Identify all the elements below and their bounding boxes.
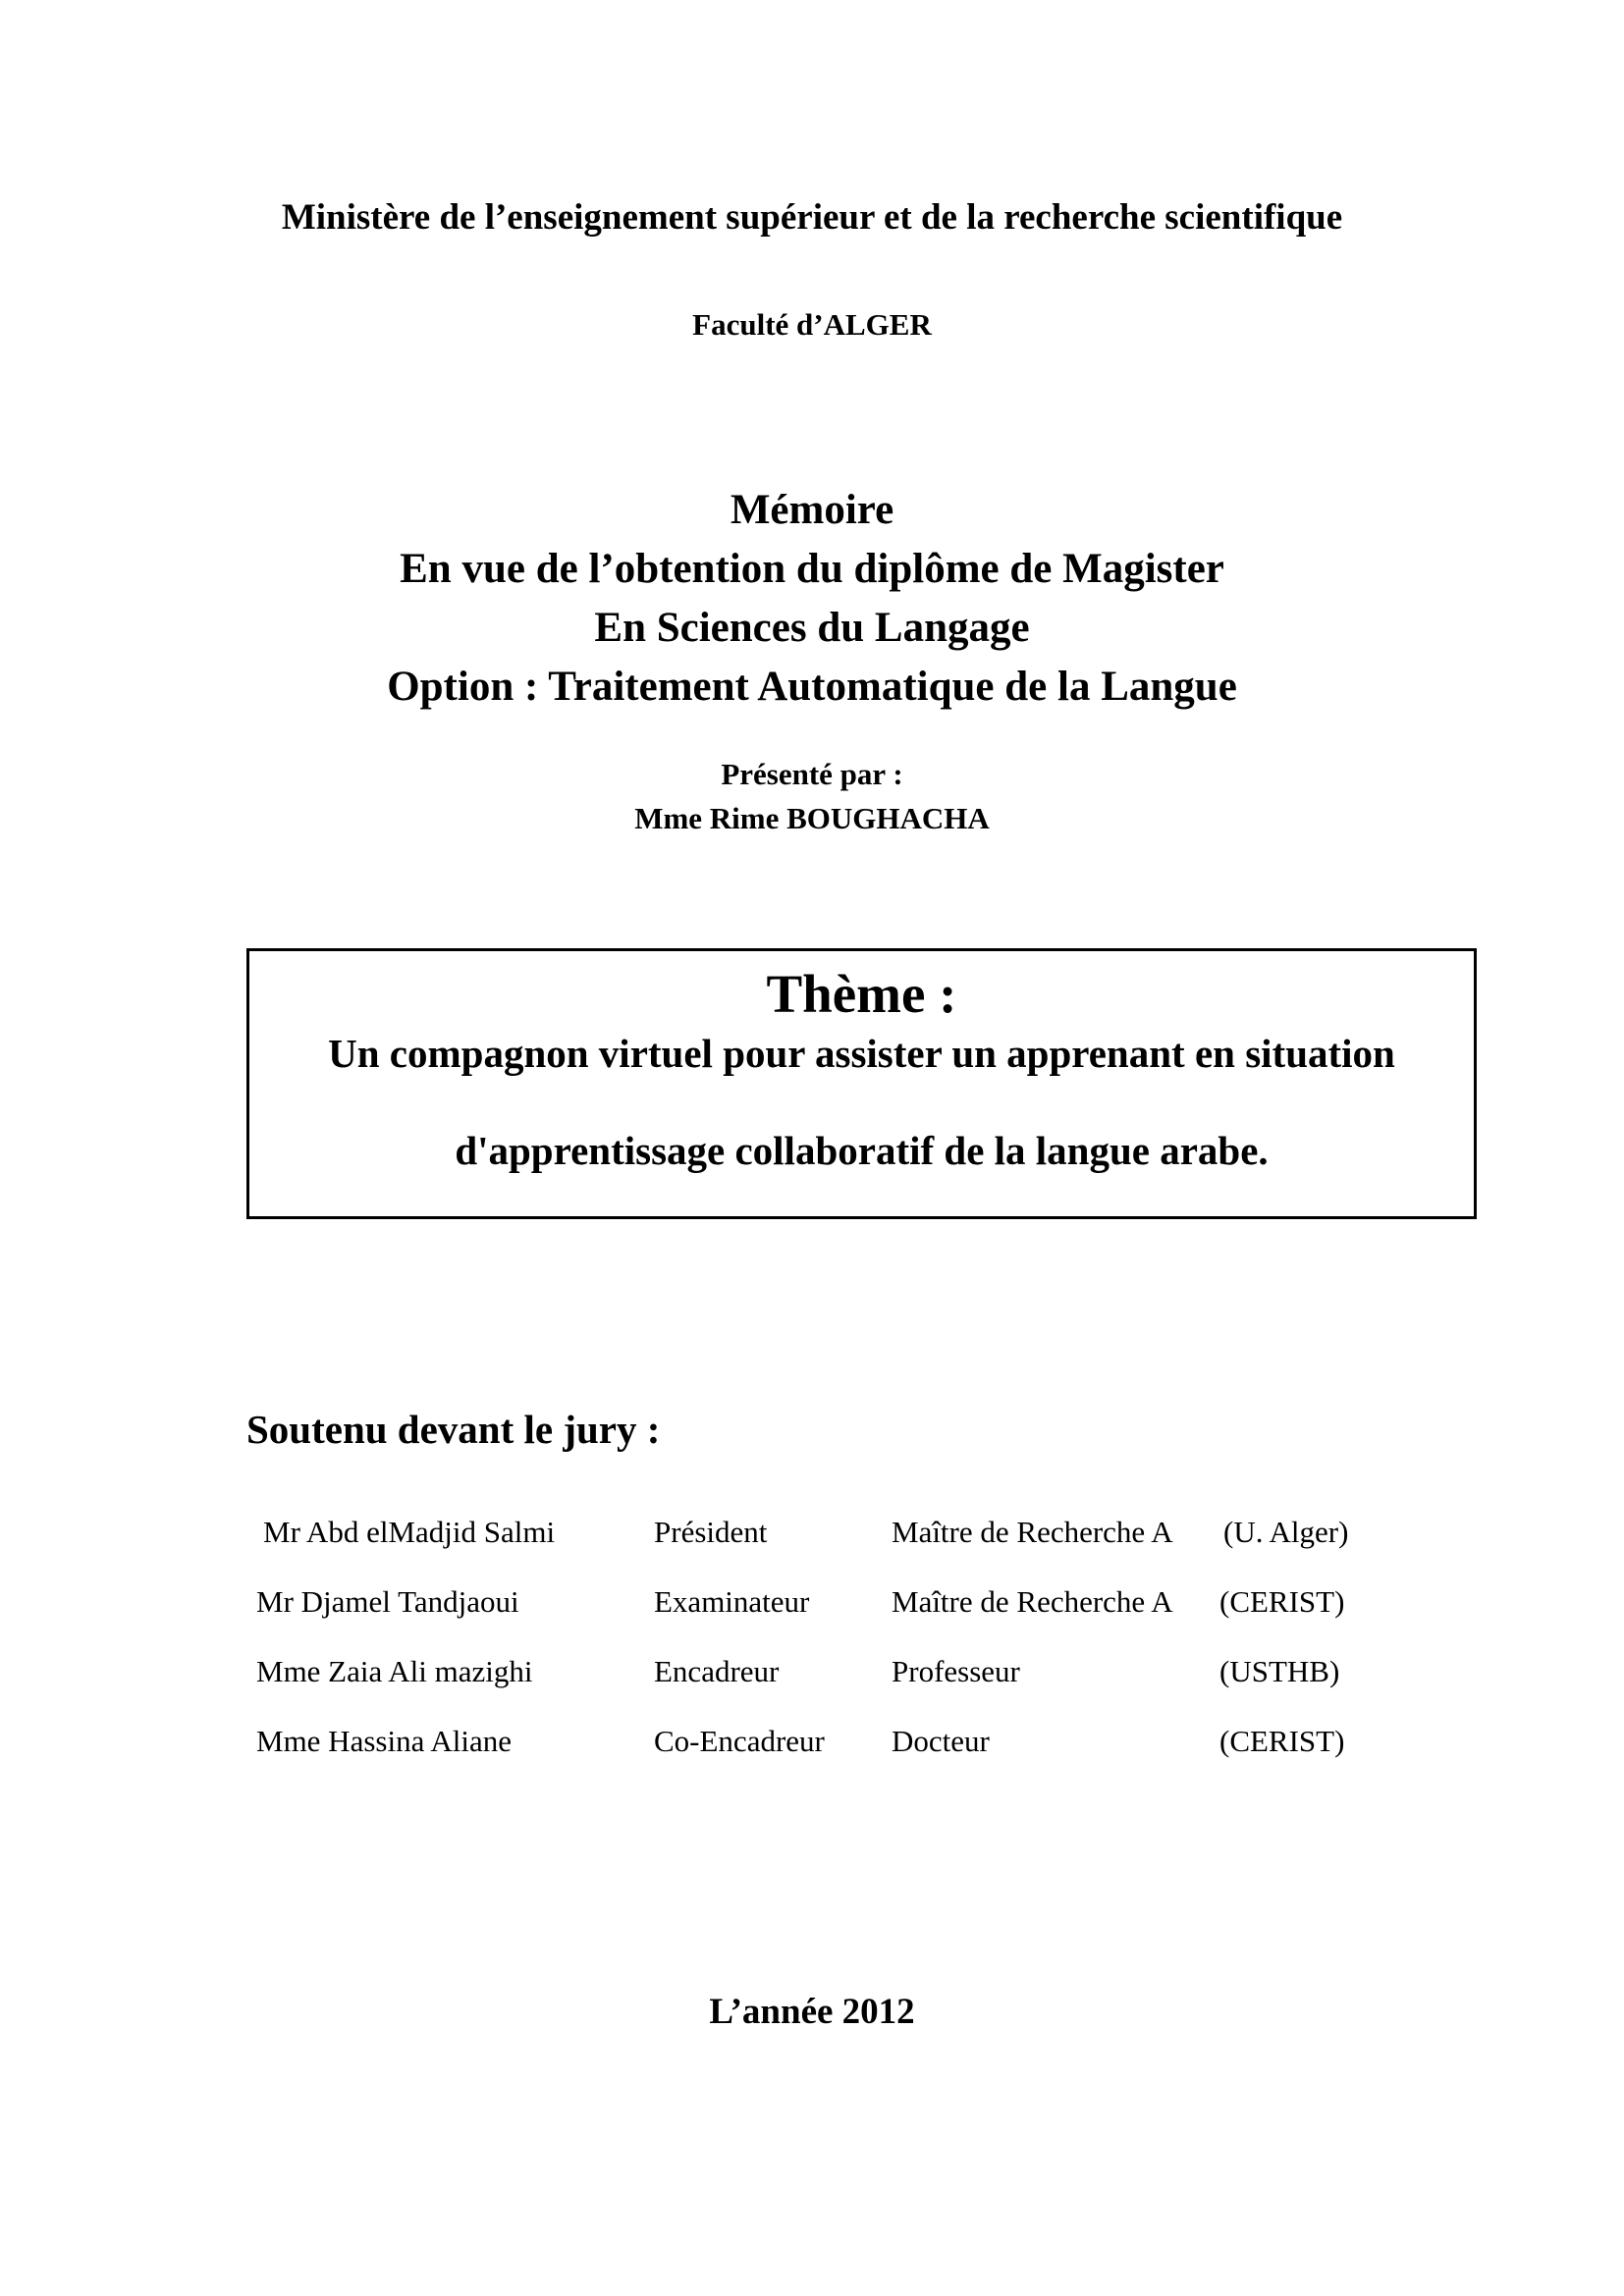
faculty-heading: Faculté d’ALGER [692,307,932,342]
theme-text-line-1: Un compagnon virtuel pour assister un apprenant en situation [328,1031,1395,1076]
jury-member-name: Mr Abd elMadjid Salmi [263,1515,556,1549]
jury-member-institution: (USTHB) [1219,1654,1340,1688]
jury-member-role: Examinateur [654,1584,810,1619]
presented-by-label: Présenté par : [721,757,903,791]
memoire-title: Mémoire [730,487,894,533]
presenter-name: Mme Rime BOUGHACHA [634,801,990,835]
jury-heading: Soutenu devant le jury : [246,1407,661,1452]
jury-row [0,1724,1624,1773]
jury-row [0,1515,1624,1564]
jury-member-name: Mme Hassina Aliane [256,1724,513,1758]
theme-text-line-2: d'apprentissage collaboratif de la langue arabe. [455,1128,1269,1173]
year-footer: L’année 2012 [709,1992,915,2032]
memoire-block [0,481,1624,717]
jury-row [0,1584,1624,1633]
jury-member-name: Mr Djamel Tandjaoui [256,1584,519,1619]
jury-member-institution: (CERIST) [1219,1584,1345,1619]
memoire-field-line: En Sciences du Langage [594,605,1030,651]
jury-member-role: Président [654,1515,768,1549]
jury-member-title: Docteur [892,1724,990,1758]
theme-label: Thème : [766,964,957,1024]
jury-member-role: Encadreur [654,1654,780,1688]
jury-member-institution: (U. Alger) [1223,1515,1349,1549]
jury-member-title: Professeur [892,1654,1020,1688]
jury-member-title: Maître de Recherche A [892,1515,1173,1549]
memoire-degree-line: En vue de l’obtention du diplôme de Magister [400,546,1224,592]
memoire-option-line: Option : Traitement Automatique de la Langue [387,664,1237,710]
jury-member-name: Mme Zaia Ali mazighi [256,1654,533,1688]
jury-row [0,1654,1624,1703]
jury-member-title: Maître de Recherche A [892,1584,1173,1619]
jury-member-role: Co-Encadreur [654,1724,825,1758]
ministry-heading: Ministère de l’enseignement supérieur et de la recherche scientifique [281,197,1343,238]
theme-box [246,948,1477,1219]
jury-member-institution: (CERIST) [1219,1724,1345,1758]
